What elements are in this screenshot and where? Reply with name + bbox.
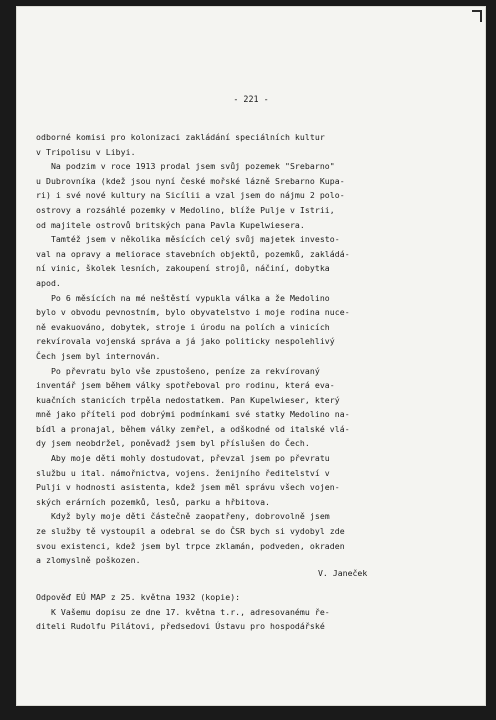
body-text-line: apod. [36, 277, 61, 288]
body-text-line: ní vinic, školek lesních, zakoupení strojů, náčiní, dobytka [36, 263, 330, 274]
page-corner-mark [472, 10, 482, 22]
body-text-line: kuačních stanicích trpěla nedostatkem. Pan Kupelwieser, který [36, 394, 340, 405]
body-text-line: Na podzim v roce 1913 prodal jsem svůj pozemek "Srebarno" [36, 161, 335, 172]
body-text-line: v Tripolisu v Libyi. [36, 146, 136, 157]
reply-text-line: diteli Rudolfu Pilátovi, předsedovi Ústavu pro hospodářské [36, 621, 325, 632]
body-text-line: Pulji v hodnosti asistenta, kdež jsem měl správu všech vojen- [36, 482, 340, 493]
body-text-line: Když byly moje děti částečně zaopatřeny, dobrovolně jsem [36, 511, 330, 522]
body-text-line: a zlomyslně poškozen. [36, 555, 141, 566]
reply-text-line: K Vašemu dopisu ze dne 17. května t.r., adresovanému ře- [36, 606, 330, 617]
body-text-line: bylo v obvodu pevnostním, bylo obyvatelstvo i moje rodina nuce- [36, 307, 350, 318]
signature: V. Janeček [318, 568, 368, 578]
body-text-line: rekvírovala vojenská správa a já jako politicky nespolehlivý [36, 336, 335, 347]
page-number: - 221 - [233, 94, 269, 104]
body-text-line: službu u ital. námořnictva, vojens. ženijního ředitelství v [36, 467, 330, 478]
reply-section [36, 590, 456, 634]
body-text-line: ostrovy a rozsáhlé pozemky v Medolino, blíže Pulje v Istrii, [36, 204, 335, 215]
body-text-line: ských erárních pozemků, lesů, parku a hřbitova. [36, 496, 271, 507]
body-text-line: mně jako příteli pod dobrými podmínkami své statky Medolino na- [36, 409, 350, 420]
body-text-line: u Dubrovníka (kdež jsou nyní české mořské lázně Srebarno Kupa- [36, 175, 345, 186]
body-text-line: od majitele ostrovů britských pana Pavla Kupelwiesera. [36, 219, 305, 230]
body-text-line: ze služby tě vystoupil a odebral se do ČSR bych si vydobyl zde [36, 526, 345, 537]
document-page [16, 6, 486, 706]
body-text-line: Po 6 měsících na mé neštěstí vypukla válka a že Medolino [36, 292, 330, 303]
body-text-line: Čech jsem byl internován. [36, 350, 161, 361]
reply-text-line: Odpověď EÚ MAP z 25. května 1932 (kopie): [36, 592, 241, 602]
body-text-line: svou existenci, kdež jsem byl trpce zklamán, podveden, okraden [36, 540, 345, 551]
body-text-line: odborné komisi pro kolonizaci zakládání speciálních kultur [36, 132, 325, 142]
body-text-line: inventář jsem během války spotřeboval pro rodinu, která eva- [36, 380, 335, 391]
body-text-line: Tamtéž jsem v několika měsících celý svůj majetek investo- [36, 234, 340, 245]
body-text-line: ri) i své nové kultury na Sicílii a vzal jsem do nájmu 2 polo- [36, 190, 345, 201]
body-text-line: val na opravy a meliorace stavebních objektů, pozemků, zakládá- [36, 248, 350, 259]
letter-body [36, 130, 456, 568]
body-text-line: Po převratu bylo vše zpustošeno, peníze za rekvírovaný [36, 365, 320, 376]
body-text-line: bídl a pronajal, během války zemřel, a odškodné od italské vlá- [36, 423, 350, 434]
body-text-line: ně evakuováno, dobytek, stroje i úrodu na polích a vinicích [36, 321, 330, 332]
body-text-line: Aby moje děti mohly dostudovat, převzal jsem po převratu [36, 453, 330, 464]
body-text-line: dy jsem neobdržel, poněvadž jsem byl příslušen do Čech. [36, 438, 310, 449]
